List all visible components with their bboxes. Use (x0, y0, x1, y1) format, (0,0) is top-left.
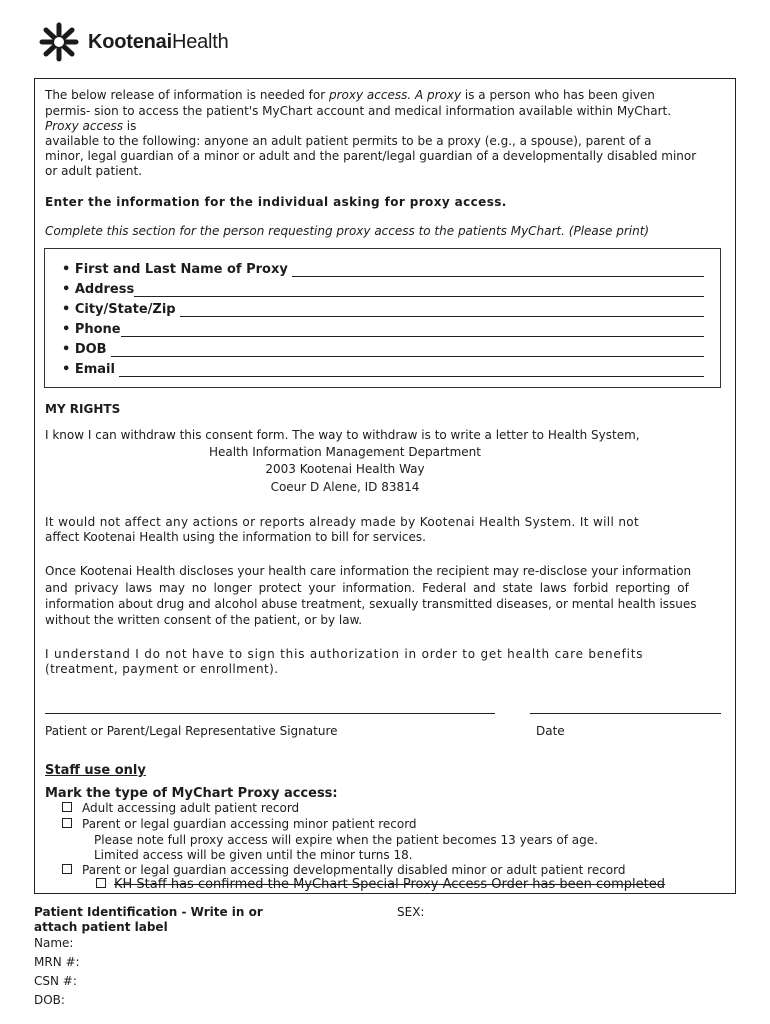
kootenai-health-logo (36, 22, 229, 62)
dob-label: DOB: (34, 993, 65, 1007)
rights-para1-line2: affect Kootenai Health using the information to bill for services. (45, 530, 426, 544)
intro-line-2: permis- sion to access the patient's MyChart account and medical information available within MyChart. (45, 104, 672, 118)
proxy-name-line[interactable] (292, 262, 704, 277)
option-adult-checkbox[interactable] (62, 802, 72, 812)
staff-confirm-item[interactable] (96, 877, 770, 892)
signature-label: Patient or Parent/Legal Representative Signature (45, 724, 338, 738)
patient-id-heading: Patient Identification - Write in or attach patient label (34, 905, 263, 934)
option-minor-checkbox[interactable] (62, 818, 72, 828)
rights-para1-line1: It would not affect any actions or reports already made by Kootenai Health System. It will not (45, 515, 640, 529)
proxy-phone-label: • Phone (62, 322, 121, 337)
option-adult[interactable] (62, 801, 742, 816)
proxy-dob-line[interactable] (111, 342, 704, 357)
rights-para3-line1: I understand I do not have to sign this authorization in order to get health care benefits (45, 647, 644, 661)
option-disabled-label: Parent or legal guardian accessing developmentally disabled minor or adult patient record (82, 863, 626, 877)
proxy-email-line[interactable] (119, 362, 704, 377)
csn-label: CSN #: (34, 974, 77, 988)
rights-para2-line2: and privacy laws may no longer protect your information. Federal and state laws forbid reporting of (45, 581, 689, 595)
proxy-address-label: • Address (62, 282, 135, 297)
proxy-city-field[interactable] (62, 299, 704, 317)
rights-para2-line3: information about drug and alcohol abuse treatment, sexually transmitted diseases, or mental health issues (45, 597, 697, 611)
rights-para2-line1: Once Kootenai Health discloses your health care information the recipient may re-disclose your information (45, 564, 692, 578)
intro-line-4: available to the following: anyone an adult patient permits to be a proxy (e.g., a spouse), parent of a (45, 134, 652, 148)
option-minor[interactable] (62, 817, 742, 832)
proxy-name-label: • First and Last Name of Proxy (62, 262, 288, 277)
rights-para3-line2: (treatment, payment or enrollment). (45, 662, 279, 676)
intro-line-5: minor, legal guardian of a minor or adult and the parent/legal guardian of a developmentally disabled minor (45, 149, 697, 163)
date-line[interactable] (530, 713, 721, 714)
staff-confirm-label: KH Staff has confirmed the MyChart Special Proxy Access Order has been completed (114, 877, 666, 892)
date-label: Date (536, 724, 565, 738)
proxy-city-label: • City/State/Zip (62, 302, 176, 317)
address-line-1: Health Information Management Department (209, 445, 481, 459)
proxy-name-field[interactable] (62, 259, 704, 277)
option-disabled[interactable] (62, 863, 742, 878)
sex-label: SEX: (397, 905, 425, 919)
option-adult-label: Adult accessing adult patient record (82, 801, 300, 815)
starburst-logo-icon (36, 21, 82, 63)
mark-type-heading: Mark the type of MyChart Proxy access: (45, 786, 338, 801)
mrn-label: MRN #: (34, 955, 80, 969)
staff-confirm-checkbox[interactable] (96, 878, 106, 888)
proxy-email-label: • Email (62, 362, 115, 377)
proxy-address-line[interactable] (134, 282, 704, 297)
rights-para2-line4: without the written consent of the patient, or by law. (45, 613, 363, 627)
intro-line-3: Proxy access is (45, 119, 137, 133)
signature-line[interactable] (45, 713, 495, 714)
proxy-section-instruction: Complete this section for the person requesting proxy access to the patients MyChart. (Please print) (45, 224, 650, 238)
rights-withdraw-text: I know I can withdraw this consent form. The way to withdraw is to write a letter to Health System, (45, 428, 640, 442)
intro-line-1: The below release of information is needed for proxy access. A proxy is a person who has been given (45, 88, 655, 102)
intro-line-6: or adult patient. (45, 164, 143, 178)
proxy-email-field[interactable] (62, 359, 704, 377)
address-line-2: 2003 Kootenai Health Way (265, 462, 425, 476)
option-minor-label: Parent or legal guardian accessing minor patient record (82, 817, 417, 831)
proxy-city-line[interactable] (180, 302, 704, 317)
proxy-section-heading: Enter the information for the individual asking for proxy access. (45, 195, 507, 209)
name-label: Name: (34, 936, 74, 950)
minor-note-1: Please note full proxy access will expire when the patient becomes 13 years of age. (94, 833, 598, 847)
address-line-3: Coeur D Alene, ID 83814 (270, 480, 420, 494)
minor-note-2: Limited access will be given until the minor turns 18. (94, 848, 413, 862)
proxy-address-field[interactable] (62, 279, 704, 297)
staff-use-heading: Staff use only (45, 763, 146, 778)
proxy-dob-field[interactable] (62, 339, 704, 357)
proxy-dob-label: • DOB (62, 342, 107, 357)
rights-heading: MY RIGHTS (45, 402, 121, 416)
proxy-phone-field[interactable] (62, 319, 704, 337)
logo-wordmark: KootenaiHealth (88, 30, 229, 53)
proxy-phone-line[interactable] (121, 322, 704, 337)
option-disabled-checkbox[interactable] (62, 864, 72, 874)
